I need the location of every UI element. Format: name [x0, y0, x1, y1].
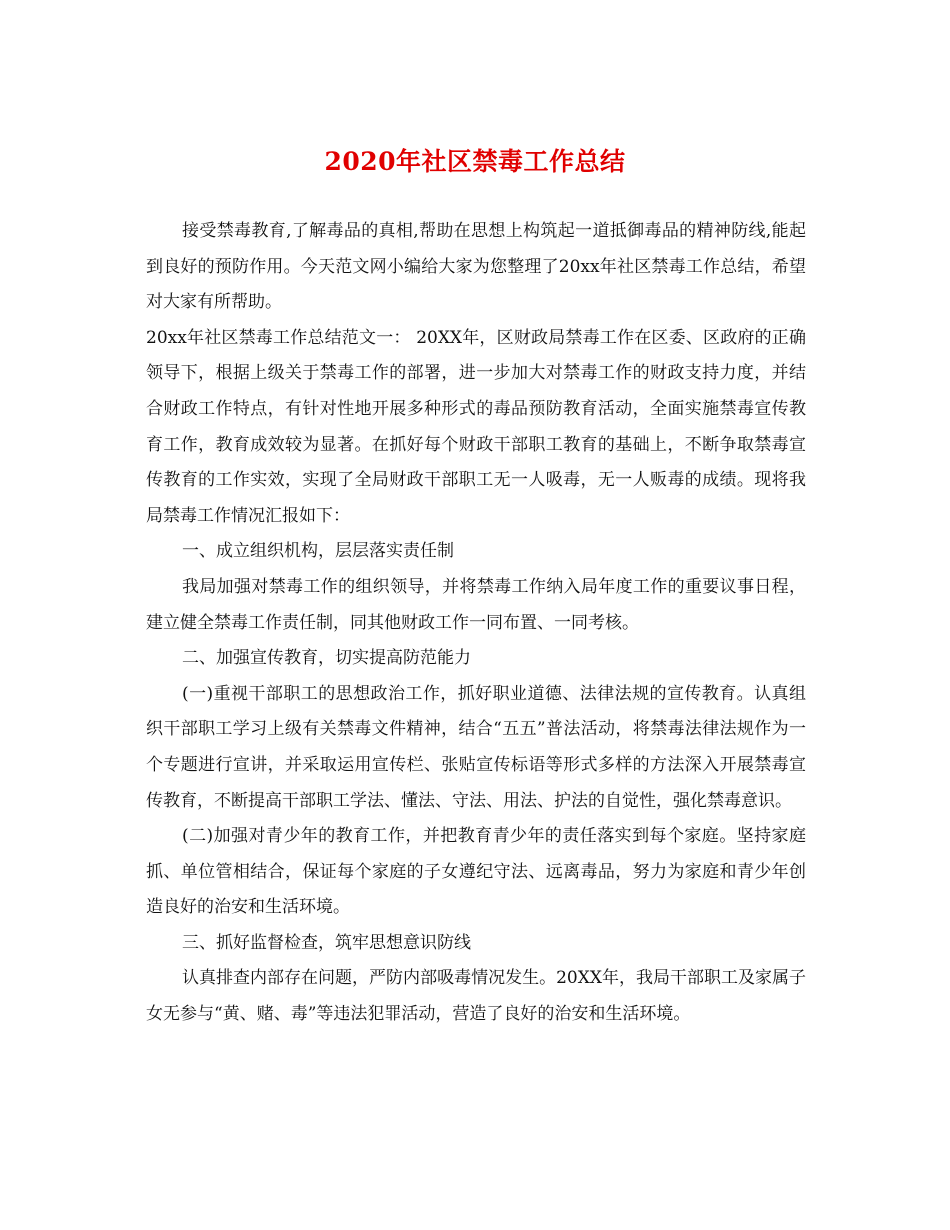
- document-title: 2020年社区禁毒工作总结: [324, 147, 626, 176]
- section-heading-2: 二、加强宣传教育，切实提高防范能力: [182, 648, 471, 669]
- section-heading-3: 三、抓好监督检查，筑牢思想意识防线: [182, 932, 471, 953]
- section-heading-1: 一、成立组织机构，层层落实责任制: [182, 541, 454, 562]
- sample-one-paragraph: 20xx年社区禁毒工作总结范文一： 20XX年，区财政局禁毒工作在区委、区政府的正确领导下，根据上级关于禁毒工作的部署，进一步加大对禁毒工作的财政支持力度，并结合财政工作特点，有针对性地开展多种形式的毒品预防教育活动，全面实施禁毒宣传教育工作，教育成效较为显著。在抓好每个财政干部职工教育的基础上，不断争取禁毒宣传教育的工作实效，实现了全局财政干部职工无一人吸毒，无一人贩毒的成绩。现将我局禁毒工作情况汇报如下：: [146, 327, 806, 526]
- document-body: [146, 214, 806, 1033]
- section-2-item-1: (一)重视干部职工的思想政治工作，抓好职业道德、法律法规的宣传教育。认真组织干部职工学习上级有关禁毒文件精神，结合“五五”普法活动，将禁毒法律法规作为一个专题进行宣讲，并采取运用宣传栏、张贴宣传标语等形式多样的方法深入开展禁毒宣传教育，不断提高干部职工学法、懂法、守法、用法、护法的自觉性，强化禁毒意识。: [146, 683, 806, 811]
- section-2-item-2: (二)加强对青少年的教育工作，并把教育青少年的责任落实到每个家庭。坚持家庭抓、单位管相结合，保证每个家庭的子女遵纪守法、远离毒品，努力为家庭和青少年创造良好的治安和生活环境。: [146, 826, 806, 918]
- intro-paragraph: 接受禁毒教育,了解毒品的真相,帮助在思想上构筑起一道抵御毒品的精神防线,能起到良好的预防作用。今天范文网小编给大家为您整理了20xx年社区禁毒工作总结，希望对大家有所帮助。: [146, 221, 806, 313]
- section-3-paragraph: 认真排查内部存在问题，严防内部吸毒情况发生。20XX年，我局干部职工及家属子女无参与“黄、赌、毒”等违法犯罪活动，营造了良好的治安和生活环境。: [146, 968, 806, 1025]
- section-1-paragraph: 我局加强对禁毒工作的组织领导，并将禁毒工作纳入局年度工作的重要议事日程，建立健全禁毒工作责任制，同其他财政工作一同布置、一同考核。: [146, 576, 806, 633]
